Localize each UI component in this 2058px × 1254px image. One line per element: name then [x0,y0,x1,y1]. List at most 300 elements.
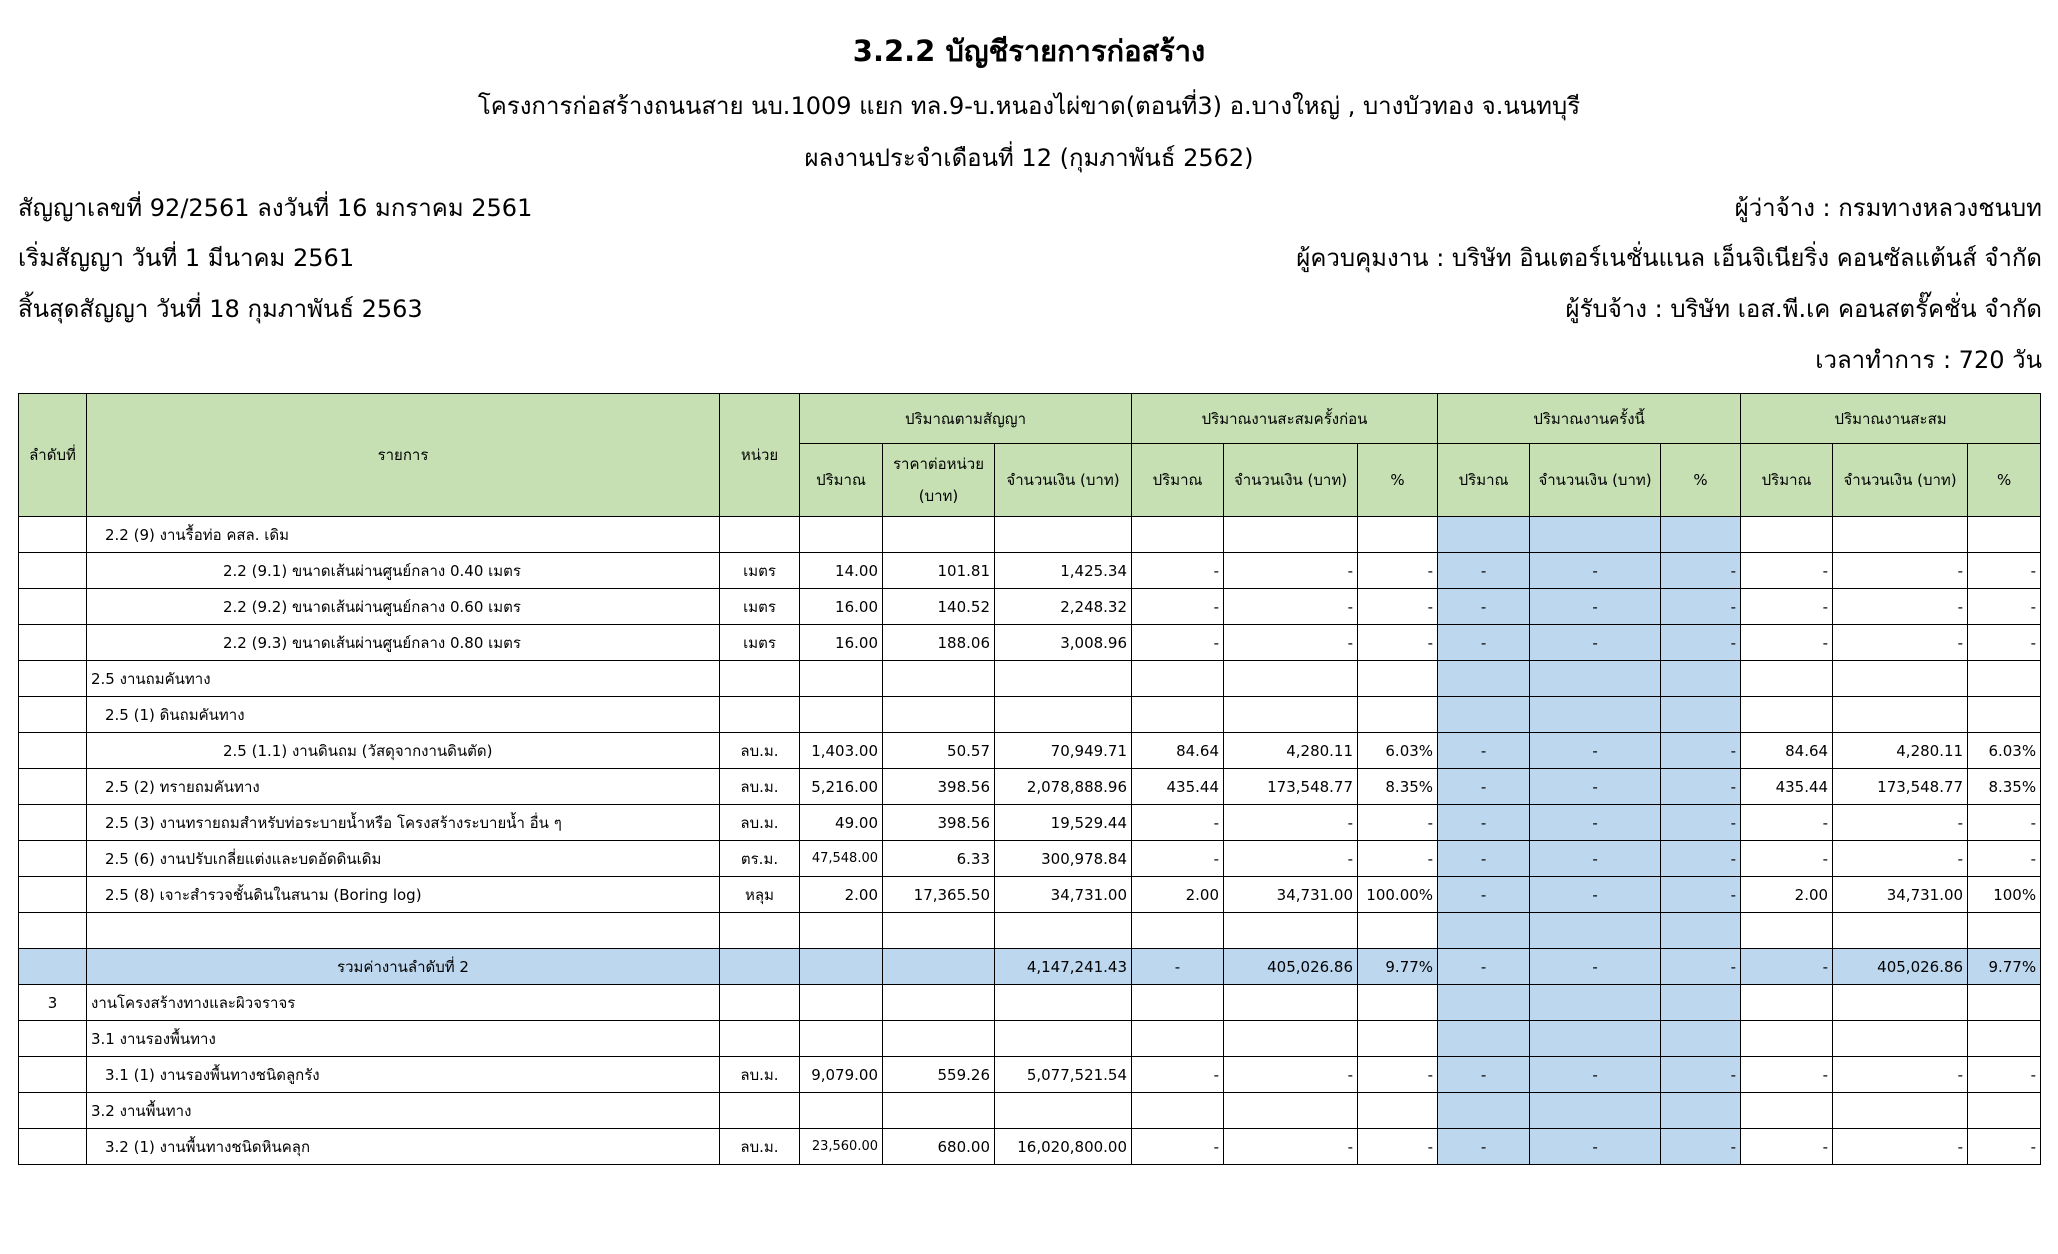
unit-cell: หลุม [720,877,800,913]
previous-qty-cell: - [1132,949,1224,985]
header-previous-percent: % [1358,444,1438,517]
current-percent-cell: - [1661,805,1741,841]
item-cell [87,913,720,949]
previous-percent-cell: - [1358,805,1438,841]
cumulative-amount-cell: - [1833,1057,1968,1093]
contract-qty-cell [800,949,883,985]
current-amount-cell [1530,1021,1661,1057]
item-cell: 2.5 (8) เจาะสำรวจชั้นดินในสนาม (Boring log) [87,877,720,913]
previous-amount-cell: - [1224,1129,1358,1165]
contract-qty-cell: 47,548.00 [800,841,883,877]
seq-cell [19,913,87,949]
header-cumulative-amount: จำนวนเงิน (บาท) [1833,444,1968,517]
contract-qty-cell: 23,560.00 [800,1129,883,1165]
seq-cell [19,877,87,913]
current-amount-cell [1530,661,1661,697]
table-row [19,553,2041,589]
contract-unit-price-cell [883,1021,995,1057]
cumulative-amount-cell [1833,913,1968,949]
current-amount-cell: - [1530,841,1661,877]
contract-unit-price-cell [883,949,995,985]
previous-amount-cell: - [1224,805,1358,841]
total-row [19,949,2041,985]
contract-unit-price-cell: 140.52 [883,589,995,625]
table-row [19,697,2041,733]
cumulative-amount-cell [1833,1021,1968,1057]
item-cell: 2.5 (3) งานทรายถมสำหรับท่อระบายน้ำหรือ โครงสร้างระบายน้ำ อื่น ๆ [87,805,720,841]
contract-unit-price-cell: 17,365.50 [883,877,995,913]
current-amount-cell [1530,985,1661,1021]
current-percent-cell: - [1661,769,1741,805]
current-qty-cell: - [1438,589,1530,625]
contract-amount-cell [995,697,1132,733]
item-cell: 3.2 งานพื้นทาง [87,1093,720,1129]
previous-percent-cell: 8.35% [1358,769,1438,805]
contract-qty-cell [800,1093,883,1129]
contract-qty-cell: 5,216.00 [800,769,883,805]
previous-amount-cell [1224,517,1358,553]
cumulative-amount-cell [1833,985,1968,1021]
header-current-percent: % [1661,444,1741,517]
contract-qty-cell [800,517,883,553]
current-qty-cell [1438,913,1530,949]
cumulative-amount-cell: - [1833,553,1968,589]
current-percent-cell: - [1661,625,1741,661]
current-qty-cell: - [1438,1057,1530,1093]
current-qty-cell: - [1438,1129,1530,1165]
current-percent-cell [1661,697,1741,733]
table-row [19,841,2041,877]
previous-qty-cell: 435.44 [1132,769,1224,805]
cumulative-percent-cell: - [1968,1057,2041,1093]
table-row [19,1093,2041,1129]
table-row [19,661,2041,697]
current-amount-cell: - [1530,1057,1661,1093]
cumulative-percent-cell [1968,1093,2041,1129]
current-amount-cell: - [1530,589,1661,625]
cumulative-percent-cell: - [1968,1129,2041,1165]
unit-cell [720,1093,800,1129]
current-amount-cell: - [1530,949,1661,985]
unit-cell: ลบ.ม. [720,1129,800,1165]
contract-amount-cell: 2,078,888.96 [995,769,1132,805]
contract-unit-price-cell [883,1093,995,1129]
item-cell: 2.5 (1.1) งานดินถม (วัสดุจากงานดินตัด) [87,733,720,769]
contract-qty-cell: 9,079.00 [800,1057,883,1093]
table-row [19,517,2041,553]
previous-qty-cell: - [1132,589,1224,625]
seq-cell [19,553,87,589]
contract-amount-cell: 5,077,521.54 [995,1057,1132,1093]
contract-number: สัญญาเลขที่ 92/2561 ลงวันที่ 16 มกราคม 2561 [18,194,533,222]
previous-percent-cell: 100.00% [1358,877,1438,913]
contract-start: เริ่มสัญญา วันที่ 1 มีนาคม 2561 [18,244,355,272]
cumulative-percent-cell: - [1968,625,2041,661]
current-percent-cell [1661,1021,1741,1057]
cumulative-amount-cell: 4,280.11 [1833,733,1968,769]
unit-cell: ลบ.ม. [720,733,800,769]
table-row [19,589,2041,625]
contract-unit-price-cell [883,517,995,553]
table-row [19,769,2041,805]
document-title: 3.2.2 บัญชีรายการก่อสร้าง [852,34,1206,68]
current-qty-cell: - [1438,949,1530,985]
header-group-previous: ปริมาณงานสะสมครั้งก่อน [1132,394,1438,444]
current-percent-cell [1661,517,1741,553]
current-amount-cell: - [1530,877,1661,913]
contract-qty-cell: 49.00 [800,805,883,841]
cumulative-percent-cell [1968,661,2041,697]
previous-percent-cell [1358,985,1438,1021]
construction-items-table [18,393,2041,1165]
unit-cell [720,913,800,949]
seq-cell [19,1057,87,1093]
current-percent-cell [1661,985,1741,1021]
contract-amount-cell [995,1093,1132,1129]
previous-percent-cell: 9.77% [1358,949,1438,985]
header-item: รายการ [87,394,720,517]
cumulative-percent-cell [1968,697,2041,733]
header-current-amount: จำนวนเงิน (บาท) [1530,444,1661,517]
header-contract-qty: ปริมาณ [800,444,883,517]
employer: ผู้ว่าจ้าง : กรมทางหลวงชนบท [1734,194,2042,222]
contract-qty-cell [800,661,883,697]
previous-amount-cell [1224,913,1358,949]
contract-amount-cell [995,661,1132,697]
current-qty-cell: - [1438,625,1530,661]
previous-qty-cell: 84.64 [1132,733,1224,769]
current-percent-cell: - [1661,877,1741,913]
item-cell: 3.2 (1) งานพื้นทางชนิดหินคลุก [87,1129,720,1165]
unit-cell [720,661,800,697]
cumulative-amount-cell: 34,731.00 [1833,877,1968,913]
table-row [19,805,2041,841]
previous-percent-cell [1358,661,1438,697]
previous-qty-cell [1132,913,1224,949]
cumulative-qty-cell: 435.44 [1741,769,1833,805]
current-qty-cell: - [1438,769,1530,805]
current-qty-cell [1438,697,1530,733]
contract-amount-cell: 70,949.71 [995,733,1132,769]
unit-cell: ลบ.ม. [720,1057,800,1093]
unit-cell: ลบ.ม. [720,769,800,805]
current-qty-cell: - [1438,877,1530,913]
current-percent-cell: - [1661,733,1741,769]
current-qty-cell [1438,517,1530,553]
contract-amount-cell [995,517,1132,553]
header-unit: หน่วย [720,394,800,517]
contract-amount-cell: 19,529.44 [995,805,1132,841]
previous-qty-cell [1132,661,1224,697]
seq-cell [19,589,87,625]
current-percent-cell [1661,913,1741,949]
previous-percent-cell: - [1358,1129,1438,1165]
seq-cell [19,949,87,985]
header-contract-unit-price: ราคาต่อหน่วย (บาท) [883,444,995,517]
contract-unit-price-cell: 398.56 [883,769,995,805]
previous-amount-cell: 34,731.00 [1224,877,1358,913]
previous-qty-cell: - [1132,625,1224,661]
seq-cell [19,733,87,769]
contractor: ผู้รับจ้าง : บริษัท เอส.พี.เค คอนสตรั๊คชั่น จำกัด [1565,295,2042,323]
table-row [19,625,2041,661]
cumulative-percent-cell: 8.35% [1968,769,2041,805]
cumulative-qty-cell [1741,697,1833,733]
cumulative-percent-cell [1968,517,2041,553]
contract-qty-cell: 1,403.00 [800,733,883,769]
unit-cell [720,949,800,985]
unit-cell [720,697,800,733]
cumulative-amount-cell: - [1833,841,1968,877]
seq-cell [19,1093,87,1129]
header-contract-amount: จำนวนเงิน (บาท) [995,444,1132,517]
item-cell: 2.2 (9.1) ขนาดเส้นผ่านศูนย์กลาง 0.40 เมตร [87,553,720,589]
contract-end: สิ้นสุดสัญญา วันที่ 18 กุมภาพันธ์ 2563 [18,295,423,323]
cumulative-amount-cell: 405,026.86 [1833,949,1968,985]
seq-cell [19,1021,87,1057]
contract-unit-price-cell: 6.33 [883,841,995,877]
previous-amount-cell: 173,548.77 [1224,769,1358,805]
current-qty-cell: - [1438,733,1530,769]
seq-cell [19,769,87,805]
cumulative-qty-cell [1741,661,1833,697]
unit-cell: เมตร [720,589,800,625]
current-qty-cell: - [1438,553,1530,589]
cumulative-percent-cell: 9.77% [1968,949,2041,985]
current-amount-cell: - [1530,733,1661,769]
cumulative-amount-cell [1833,517,1968,553]
cumulative-percent-cell: - [1968,805,2041,841]
contract-unit-price-cell: 680.00 [883,1129,995,1165]
table-row [19,1057,2041,1093]
cumulative-percent-cell [1968,1021,2041,1057]
cumulative-qty-cell [1741,517,1833,553]
previous-amount-cell: - [1224,1057,1358,1093]
cumulative-qty-cell: - [1741,1129,1833,1165]
current-percent-cell: - [1661,553,1741,589]
seq-cell [19,661,87,697]
previous-percent-cell: - [1358,553,1438,589]
item-cell: 2.5 (2) ทรายถมคันทาง [87,769,720,805]
previous-percent-cell [1358,913,1438,949]
previous-amount-cell: 405,026.86 [1224,949,1358,985]
unit-cell [720,1021,800,1057]
current-percent-cell [1661,1093,1741,1129]
contract-qty-cell: 16.00 [800,625,883,661]
current-amount-cell: - [1530,625,1661,661]
contract-qty-cell: 14.00 [800,553,883,589]
contract-unit-price-cell [883,661,995,697]
cumulative-qty-cell: - [1741,589,1833,625]
project-name: โครงการก่อสร้างถนนสาย นบ.1009 แยก ทล.9-บ.หนองไผ่ขาด(ตอนที่3) อ.บางใหญ่ , บางบัวทอง จ.นนทบุรี [477,92,1581,120]
cumulative-qty-cell: - [1741,805,1833,841]
contract-qty-cell [800,1021,883,1057]
header-group-cumulative: ปริมาณงานสะสม [1741,394,2041,444]
contract-amount-cell: 16,020,800.00 [995,1129,1132,1165]
previous-percent-cell [1358,1093,1438,1129]
table-row [19,1021,2041,1057]
previous-qty-cell [1132,1093,1224,1129]
table-row [19,985,2041,1021]
current-amount-cell [1530,517,1661,553]
header-previous-amount: จำนวนเงิน (บาท) [1224,444,1358,517]
supervisor: ผู้ควบคุมงาน : บริษัท อินเตอร์เนชั่นแนล เอ็นจิเนียริ่ง คอนซัลแต้นส์ จำกัด [1296,244,2042,272]
seq-cell [19,697,87,733]
seq-cell [19,1129,87,1165]
unit-cell: ลบ.ม. [720,805,800,841]
cumulative-amount-cell [1833,1093,1968,1129]
cumulative-qty-cell: - [1741,625,1833,661]
item-cell: 3.1 งานรองพื้นทาง [87,1021,720,1057]
contract-unit-price-cell: 50.57 [883,733,995,769]
unit-cell [720,985,800,1021]
contract-qty-cell [800,697,883,733]
previous-percent-cell [1358,697,1438,733]
previous-amount-cell [1224,661,1358,697]
previous-amount-cell [1224,697,1358,733]
previous-qty-cell: - [1132,805,1224,841]
previous-qty-cell: - [1132,841,1224,877]
item-cell: 2.5 งานถมคันทาง [87,661,720,697]
item-cell: งานโครงสร้างทางและผิวจราจร [87,985,720,1021]
contract-unit-price-cell [883,697,995,733]
cumulative-qty-cell: 84.64 [1741,733,1833,769]
item-cell: 2.5 (6) งานปรับเกลี่ยแต่งและบดอัดดินเดิม [87,841,720,877]
unit-cell [720,517,800,553]
previous-percent-cell: - [1358,589,1438,625]
current-amount-cell [1530,1093,1661,1129]
header-cumulative-percent: % [1968,444,2041,517]
previous-qty-cell: - [1132,1129,1224,1165]
header-group-contract: ปริมาณตามสัญญา [800,394,1132,444]
cumulative-qty-cell: - [1741,1057,1833,1093]
contract-amount-cell: 2,248.32 [995,589,1132,625]
cumulative-qty-cell [1741,1093,1833,1129]
contract-amount-cell [995,985,1132,1021]
cumulative-amount-cell [1833,697,1968,733]
current-qty-cell [1438,661,1530,697]
current-percent-cell: - [1661,949,1741,985]
seq-cell [19,805,87,841]
previous-qty-cell [1132,517,1224,553]
current-amount-cell [1530,697,1661,733]
contract-qty-cell [800,985,883,1021]
cumulative-percent-cell [1968,913,2041,949]
contract-qty-cell: 16.00 [800,589,883,625]
seq-cell [19,517,87,553]
cumulative-qty-cell: - [1741,841,1833,877]
previous-percent-cell: 6.03% [1358,733,1438,769]
seq-cell: 3 [19,985,87,1021]
item-cell: 2.2 (9) งานรื้อท่อ คสล. เดิม [87,517,720,553]
table-row [19,1129,2041,1165]
previous-percent-cell: - [1358,841,1438,877]
previous-amount-cell: - [1224,553,1358,589]
contract-amount-cell: 300,978.84 [995,841,1132,877]
contract-unit-price-cell: 101.81 [883,553,995,589]
report-period: ผลงานประจำเดือนที่ 12 (กุมภาพันธ์ 2562) [804,144,1254,172]
cumulative-percent-cell: 100% [1968,877,2041,913]
cumulative-qty-cell [1741,913,1833,949]
cumulative-percent-cell [1968,985,2041,1021]
previous-qty-cell: 2.00 [1132,877,1224,913]
contract-amount-cell: 4,147,241.43 [995,949,1132,985]
previous-qty-cell: - [1132,1057,1224,1093]
current-amount-cell: - [1530,553,1661,589]
table-row [19,733,2041,769]
header-seq: ลำดับที่ [19,394,87,517]
contract-unit-price-cell [883,985,995,1021]
current-qty-cell [1438,1021,1530,1057]
cumulative-amount-cell: - [1833,1129,1968,1165]
unit-cell: เมตร [720,625,800,661]
previous-amount-cell [1224,1093,1358,1129]
contract-amount-cell: 1,425.34 [995,553,1132,589]
previous-percent-cell [1358,517,1438,553]
unit-cell: เมตร [720,553,800,589]
contract-amount-cell [995,913,1132,949]
item-cell: 2.5 (1) ดินถมคันทาง [87,697,720,733]
table-row [19,877,2041,913]
cumulative-qty-cell [1741,1021,1833,1057]
current-percent-cell: - [1661,1129,1741,1165]
cumulative-amount-cell [1833,661,1968,697]
contract-amount-cell: 3,008.96 [995,625,1132,661]
cumulative-percent-cell: - [1968,553,2041,589]
current-qty-cell: - [1438,841,1530,877]
contract-unit-price-cell [883,913,995,949]
item-cell: 2.2 (9.2) ขนาดเส้นผ่านศูนย์กลาง 0.60 เมตร [87,589,720,625]
cumulative-amount-cell: 173,548.77 [1833,769,1968,805]
cumulative-qty-cell: - [1741,949,1833,985]
previous-amount-cell: - [1224,841,1358,877]
previous-percent-cell: - [1358,1057,1438,1093]
current-percent-cell: - [1661,1057,1741,1093]
previous-amount-cell: 4,280.11 [1224,733,1358,769]
previous-qty-cell [1132,985,1224,1021]
contract-unit-price-cell: 559.26 [883,1057,995,1093]
cumulative-amount-cell: - [1833,589,1968,625]
item-cell: 3.1 (1) งานรองพื้นทางชนิดลูกรัง [87,1057,720,1093]
cumulative-qty-cell [1741,985,1833,1021]
current-percent-cell [1661,661,1741,697]
cumulative-amount-cell: - [1833,625,1968,661]
previous-qty-cell [1132,697,1224,733]
previous-amount-cell [1224,985,1358,1021]
header-current-qty: ปริมาณ [1438,444,1530,517]
working-duration: เวลาทำการ : 720 วัน [1815,346,2042,374]
contract-unit-price-cell: 188.06 [883,625,995,661]
current-amount-cell [1530,913,1661,949]
previous-amount-cell: - [1224,625,1358,661]
current-percent-cell: - [1661,841,1741,877]
previous-percent-cell [1358,1021,1438,1057]
previous-amount-cell: - [1224,589,1358,625]
current-qty-cell [1438,1093,1530,1129]
item-cell: 2.2 (9.3) ขนาดเส้นผ่านศูนย์กลาง 0.80 เมตร [87,625,720,661]
current-qty-cell [1438,985,1530,1021]
previous-percent-cell: - [1358,625,1438,661]
current-percent-cell: - [1661,589,1741,625]
cumulative-percent-cell: - [1968,841,2041,877]
cumulative-percent-cell: - [1968,589,2041,625]
current-amount-cell: - [1530,769,1661,805]
previous-amount-cell [1224,1021,1358,1057]
previous-qty-cell: - [1132,553,1224,589]
contract-unit-price-cell: 398.56 [883,805,995,841]
cumulative-qty-cell: - [1741,553,1833,589]
contract-qty-cell [800,913,883,949]
